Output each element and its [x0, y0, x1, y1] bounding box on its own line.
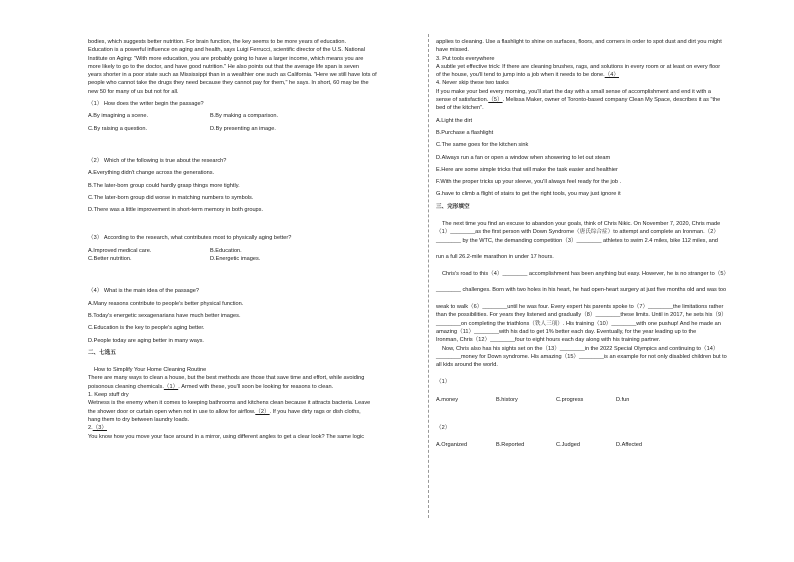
text-line: Now, Chris also has his sights set on the（13）________in the 2022 Special Olympics and continuing to（14）	[442, 345, 719, 352]
choice-b[interactable]: B.Purchase a flashlight	[436, 129, 494, 136]
text-line: bed of the kitchen".	[436, 105, 484, 112]
option-a[interactable]: A.Improved medical care.	[88, 247, 152, 254]
cloze-question-2	[436, 424, 776, 450]
option-d[interactable]: D.Energetic images.	[210, 256, 261, 263]
subheading: 2.（3）	[88, 425, 107, 432]
option-d[interactable]: D.There was a little improvement in short-term memory in both groups.	[88, 207, 264, 214]
option-b[interactable]: B.Education.	[210, 247, 242, 254]
option-c[interactable]: C.Education is the key to people's aging better.	[88, 325, 205, 332]
question-3	[88, 234, 418, 263]
subheading: 1. Keep stuff dry	[88, 392, 129, 399]
question-text: （2）	[436, 424, 451, 431]
section-heading: 二、七选五	[88, 349, 116, 356]
question-1	[88, 100, 418, 133]
text-line: sense of satisfaction.（5）. Melissa Maker, owner of Toronto-based company Clean My Space, describes it as "the	[436, 97, 721, 104]
text-line: The next time you find an excuse to abandon your goals, think of Chris Nikic. On November 7, 2020, Chris made	[442, 221, 721, 228]
question-4	[88, 287, 418, 344]
question-text: （2） Which of the following is true about the research?	[88, 157, 227, 164]
choice-e[interactable]: E.Here are some simple tricks that will make the task easier and healthier	[436, 166, 618, 173]
text-line: Ironman, Chris（12）________four to eight hours each day along with his training partner.	[436, 337, 661, 344]
choice-d[interactable]: D.Always run a fan or open a window when showering to let out steam	[436, 154, 611, 161]
text-line: people who cannot take the drugs they need because they cannot pay for them," he says. In short, 60 may be the	[88, 80, 369, 87]
blank-1[interactable]: （1）	[163, 383, 179, 390]
text-line: There are many ways to clean a house, but the best methods are those that save time and effort, while avoiding	[88, 375, 365, 382]
subheading: 4. Never skip these two tasks	[436, 80, 509, 87]
text-line: You know how you move your face around in a mirror, using different angles to get a clear look? The same logic	[88, 433, 365, 440]
question-text: （1） How does the writer begin the passage?	[88, 101, 204, 108]
text-line	[436, 278, 776, 286]
right-column	[436, 38, 776, 450]
text-line: Institute on Aging: "With more education, you are probably going to have a larger income, which means you are	[88, 55, 364, 62]
cloze-question-1	[436, 378, 776, 404]
text-line: If you make your bed every morning, you'll start the day with a small sense of accomplishment and end it with a	[436, 88, 711, 95]
choice-a[interactable]: A.Light the dirt	[436, 117, 473, 124]
text-line: ________ by the WTC, the demanding competition（3）________ athletes to swim 2.4 miles, bike 112 miles, and	[436, 237, 718, 244]
text-line: applies to cleaning. Use a flashlight to shine on surfaces, floors, and corners in order to spot dust and dirt you might	[436, 39, 722, 45]
text-line: of the house, you'll tend to jump into a job when it needs to be done.（4）	[436, 72, 619, 79]
blank-2[interactable]: （2）	[255, 408, 270, 415]
option-a[interactable]: A.money	[436, 396, 459, 403]
intro-paragraph	[88, 38, 418, 96]
text-line: years shorter in a poor state such as Mississippi than in a wealthier one such as California. "Here we still have lots of	[88, 72, 377, 79]
text-line: all kids around the world.	[436, 362, 498, 369]
blank-5[interactable]: （5）	[488, 97, 503, 104]
text-line: bodies, which suggests better nutrition. For brain function, the key seems to be more years of education.	[88, 39, 347, 45]
column-divider	[428, 34, 429, 518]
text-line: amazing（11）________with his dad to get 1% better each day. Eventually, for the year leading up to the	[436, 328, 697, 335]
option-d[interactable]: D.fun	[616, 396, 630, 403]
option-b[interactable]: B.The later-born group could hardly grasp things more tightly.	[88, 182, 240, 189]
text-line: poisonous cleaning chemicals.（1）. Armed with these, you'll soon be looking for reasons to clean.	[88, 383, 334, 390]
passage-title: How to Simplify Your Home Cleaning Routine	[94, 367, 207, 374]
option-a[interactable]: A.Many reasons contribute to people's better physical function.	[88, 300, 244, 307]
text-line: （1）________as the first person with Down Syndrome（唐氏综合症）to attempt and complete an Ironman.（2）	[436, 229, 719, 236]
option-b[interactable]: B.Reported	[496, 442, 525, 449]
option-b[interactable]: B.Today's energetic sexagenarians have much better images.	[88, 312, 241, 319]
option-c[interactable]: C.By raising a question.	[88, 125, 148, 132]
choice-list	[436, 117, 776, 199]
choice-f[interactable]: F.With the proper tricks up your sleeve, you'll always feel ready for the job .	[436, 179, 622, 186]
option-c[interactable]: C.Judged	[556, 442, 580, 449]
option-c[interactable]: C.progress	[556, 396, 584, 403]
text-line: more likely to go to the doctor, and have good nutrition." He also points out that the average life span is seven	[88, 63, 359, 70]
question-text: （3） According to the research, what contributes most to physically aging better?	[88, 235, 292, 242]
option-d[interactable]: D.By presenting an image.	[210, 125, 276, 132]
text-line: run a full 26.2-mile marathon in under 17 hours.	[436, 254, 554, 261]
blank-4[interactable]: （4）	[604, 72, 619, 79]
option-a[interactable]: A.Everything didn't change across the generations.	[88, 170, 215, 177]
text-line: have missed.	[436, 47, 469, 54]
text-line: weak to walk（6）________until he was four. Every expert his parents spoke to（7）________the limitations rather	[436, 304, 724, 311]
choice-c[interactable]: C.The same goes for the kitchen sink	[436, 142, 529, 149]
option-c[interactable]: C.Better nutrition.	[88, 256, 132, 263]
option-d[interactable]: D.People today are aging better in many ways.	[88, 337, 204, 344]
text-line: new 50 for many of us but not for all.	[88, 88, 179, 95]
text-line: ________on completing the triathlons（铁人三项）. His training（10）________with one pushup! And he made an	[436, 320, 721, 327]
text-line: A subtle yet effective trick: If there are cleaning brushes, rags, and solutions in every room or at least on every floor	[436, 63, 721, 70]
text-line: Education is a powerful influence on aging and health, says Luigi Ferrucci, scientific director of the U.S. National	[88, 47, 366, 54]
question-2	[88, 157, 418, 214]
subheading: 3. Put tools everywhere	[436, 55, 495, 62]
text-line: the shower door or curtain open when not in use to allow for airflow.（2）. If you have dirty rags or dish cloths,	[88, 408, 361, 415]
option-b[interactable]: B.By making a comparison.	[210, 113, 279, 120]
text-line: ________money for Down syndrome. His amazing（15）________is an example for not only disabled children but to	[436, 353, 727, 360]
text-line: Wetness is the enemy when it comes to keeping bathrooms and kitchens clean because it attracts bacteria. Leave	[88, 400, 371, 407]
section-heading: 三、完形填空	[436, 203, 470, 210]
text-line: hang them to dry between laundry loads.	[88, 416, 190, 423]
question-text: （4） What is the main idea of the passage?	[88, 288, 200, 295]
text-line: Chris's road to this（4）________ accomplishment has been anything but easy. However, he is no stranger to（5）	[442, 270, 730, 277]
option-a[interactable]: A.By imagining a scene.	[88, 113, 149, 120]
text-line: ________ challenges. Born with two holes in his heart, he had open-heart surgery at just five months old and was too	[436, 287, 727, 294]
option-a[interactable]: A.Organized	[436, 442, 468, 449]
option-d[interactable]: D.Affected	[616, 442, 643, 449]
text-line	[436, 295, 776, 303]
option-b[interactable]: B.history	[496, 396, 518, 403]
text-line	[436, 262, 776, 270]
blank-3[interactable]: （3）	[92, 425, 107, 432]
choice-g[interactable]: G.have to climb a flight of stairs to get the right tools, you may just ignore it	[436, 191, 621, 198]
option-c[interactable]: C.The later-born group did worse in matching numbers to symbols.	[88, 194, 254, 201]
text-line	[436, 245, 776, 253]
text-line: than the possibilities. For years they listened and gradually（8）________these limits. Until in 2017, he sets his（9）	[436, 312, 727, 319]
cloze-passage	[436, 220, 776, 369]
left-column	[88, 38, 418, 441]
question-text: （1）	[436, 379, 451, 386]
